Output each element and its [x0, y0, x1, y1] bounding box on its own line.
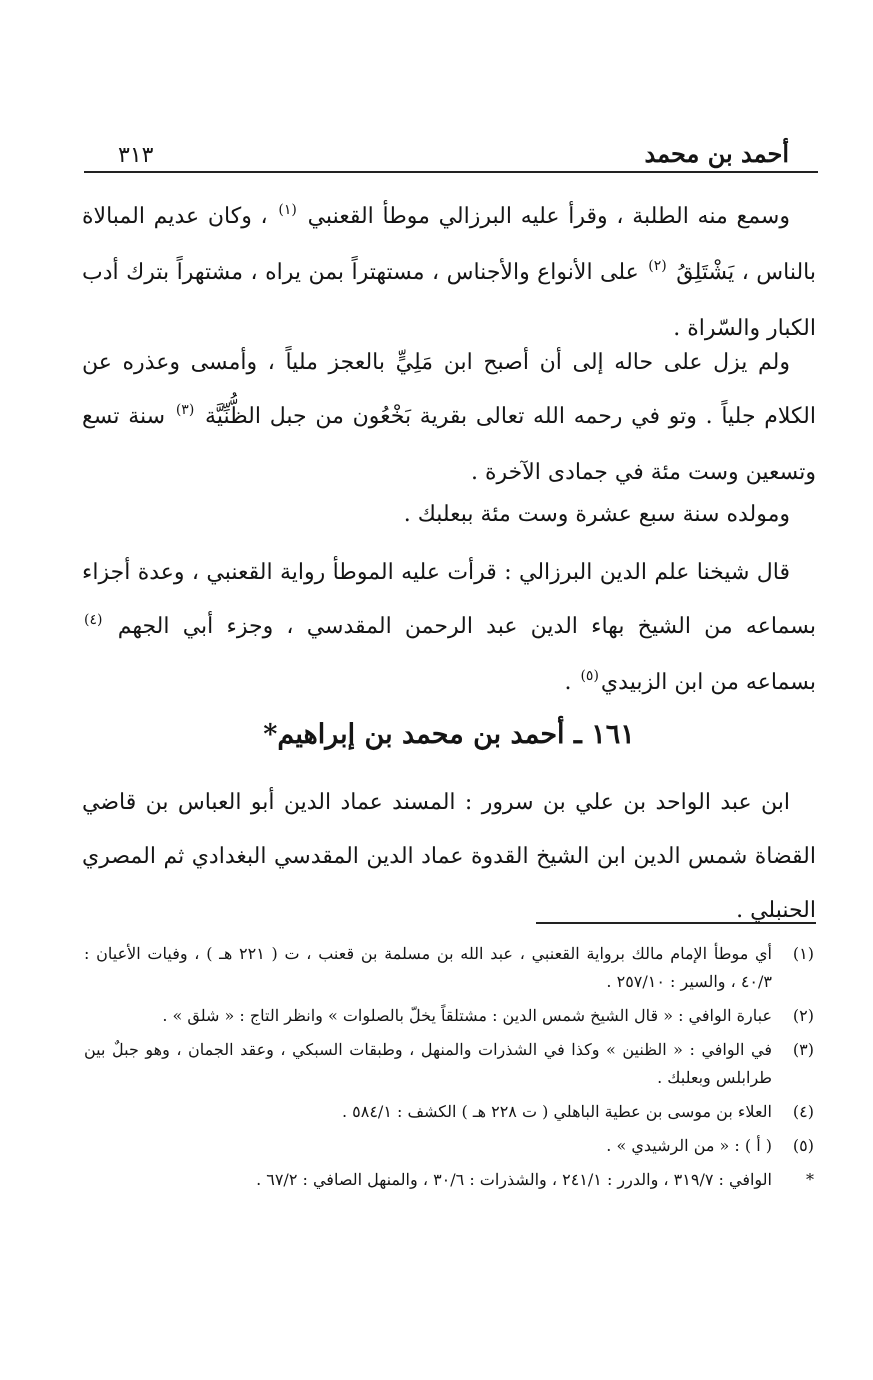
entry-heading: ١٦١ ـ أحمد بن محمد بن إبراهيم*	[263, 719, 635, 750]
footnote-ref-3[interactable]: (٣)	[175, 402, 195, 418]
running-header	[118, 128, 789, 168]
footnote-3	[84, 1036, 818, 1092]
footnotes-list	[84, 940, 818, 1200]
paragraph-text: ابن عبد الواحد بن علي بن سرور : المسند عماد الدين أبو العباس بن قاضي القضاة شمس الدين ابن الشيخ القدوة عماد الدين المقدسي البغدادي ثم المصري الحنبلي .	[82, 790, 816, 923]
footnote-ref-1[interactable]: (١)	[278, 202, 297, 218]
footnote-text: في الوافي : « الظنين » وكذا في الشذرات والمنهل ، وطبقات السبكي ، وعقد الجمان ، وهو جبلٌ بين طرابلس وبعلبك .	[84, 1040, 772, 1087]
footnote-ref-2[interactable]: (٢)	[648, 258, 667, 274]
paragraph-3	[82, 488, 816, 542]
footnote-1	[84, 940, 818, 996]
paragraph-4	[82, 546, 816, 712]
page-number: ٣١٣	[118, 143, 154, 168]
footnote-text: الوافي : ٣١٩/٧ ، والدرر : ٢٤١/١ ، والشذرات : ٣٠/٦ ، والمنهل الصافي : ٦٧/٢ .	[256, 1170, 772, 1189]
footnote-number: (١)	[792, 944, 814, 963]
paragraph-text: ، وكان عديم المبالاة بالناس ، يَشْتَلِقُ	[82, 204, 817, 285]
paragraph-text: ومولده سنة سبع عشرة وست مئة ببعلبك .	[403, 502, 790, 527]
footnote-number: (٣)	[792, 1040, 814, 1059]
footnote-ref-5[interactable]: (٥)	[580, 668, 599, 684]
footnote-number: (٢)	[792, 1006, 814, 1025]
footnote-number: (٥)	[792, 1136, 814, 1155]
footnote-text: أي موطأ الإمام مالك برواية القعنبي ، عبد الله بن مسلمة بن قعنب ، ت ( ٢٢١ هـ ) ، وفيات الأعيان : ٤٠/٣ ، والسير : ٢٥٧/١٠ .	[84, 944, 772, 991]
paragraph-text: وسمع منه الطلبة ، وقرأ عليه البرزالي موطأ القعنبي	[307, 204, 790, 229]
footnote-rule	[536, 922, 816, 924]
paragraph-text: ولم يزل على حاله إلى أن أصبح ابن مَلِيٍّ بالعجز ملياً ، وأمسى وعذره عن الكلام جلياً . وتو في رحمه الله تعالى بقرية بَخْعُون من جبل الظُّنِّيَّة	[82, 350, 817, 429]
paragraph-text: قال شيخنا علم الدين البرزالي : قرأت عليه الموطأ رواية القعنبي ، وعدة أجزاء بسماعه من الشيخ بهاء الدين عبد الرحمن المقدسي ، وجزء أبي الجهم	[82, 560, 816, 639]
footnote-number: *	[806, 1170, 814, 1189]
footnote-2	[84, 1002, 818, 1030]
footnote-text: ( أ ) : « من الرشيدي » .	[606, 1136, 772, 1155]
footnote-source	[84, 1166, 818, 1194]
paragraph-text: بسماعه من ابن الزبيدي	[600, 670, 816, 695]
paragraph-text: على الأنواع والأجناس ، مستهتراً بمن يراه ، مشتهراً بترك أدب الكبار والسّراة .	[82, 260, 816, 341]
running-title: أحمد بن محمد	[644, 139, 789, 168]
paragraph-1	[82, 190, 816, 356]
footnote-text: عبارة الوافي : « قال الشيخ شمس الدين : مشتلقاً يخلّ بالصلوات » وانظر التاج : « شلق » .	[162, 1006, 772, 1025]
paragraph-2	[82, 336, 816, 500]
header-rule	[84, 171, 818, 173]
paragraph-5	[82, 776, 816, 938]
footnote-5	[84, 1132, 818, 1160]
footnote-ref-4[interactable]: (٤)	[84, 612, 103, 628]
paragraph-text: .	[564, 670, 572, 695]
footnote-text: العلاء بن موسى بن عطية الباهلي ( ت ٢٢٨ هـ ) الكشف : ٥٨٤/١ .	[341, 1102, 772, 1121]
footnote-number: (٤)	[792, 1102, 814, 1121]
footnote-4	[84, 1098, 818, 1126]
paragraph-text: سنة تسع وتسعين وست مئة في جمادى الآخرة .	[82, 404, 816, 485]
